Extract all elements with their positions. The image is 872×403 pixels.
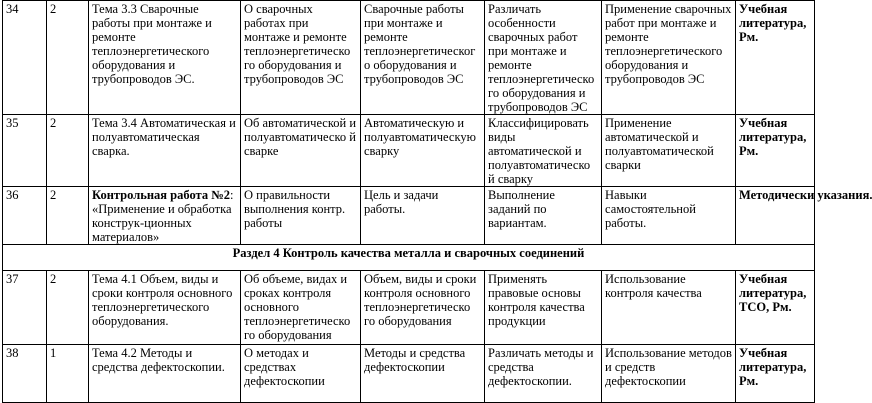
cell-know-about: О сварочных работах при монтаже и ремонте теплоэнергетическо го оборудования и трубопроводов ЭС [241, 1, 361, 115]
lesson-number: 35 [3, 115, 47, 187]
cell-application: Применение сварочных работ при монтаже и ремонте теплоэнергетического оборудования и трубопроводов ЭС [602, 1, 736, 115]
cell-application: Использование контроля качества [602, 271, 736, 345]
lesson-number: 34 [3, 1, 47, 115]
cell-know-about: О правильности выполнения контр. работы [241, 187, 361, 245]
section-title: Раздел 4 Контроль качества металла и сварочных соединений [3, 245, 815, 271]
cell-know-about: Об автоматической и полуавтоматическо й сварке [241, 115, 361, 187]
cell-skills: Классифицировать виды автоматической и полуавтоматическо й сварку [485, 115, 602, 187]
cell-literature: Учебная литература, Рм. [736, 115, 815, 187]
lesson-number: 36 [3, 187, 47, 245]
table-row [3, 271, 815, 345]
lesson-topic: Тема 3.3 Сварочные работы при монтаже и ремонте теплоэнергетического оборудования и трубопроводов ЭС. [89, 1, 241, 115]
lesson-hours: 2 [47, 187, 89, 245]
cell-application: Применение автоматической и полуавтоматической сварки [602, 115, 736, 187]
cell-literature: Методически указания. [736, 187, 815, 245]
cell-know: Сварочные работы при монтаже и ремонте теплоэнергетическог о оборудования и трубопроводов ЭС [361, 1, 485, 115]
cell-literature: Учебная литература, ТСО, Рм. [736, 271, 815, 345]
lesson-topic: Тема 4.1 Объем, виды и сроки контроля основного теплоэнергетического оборудования. [89, 271, 241, 345]
cell-application: Использование методов и средств дефектоскопии [602, 345, 736, 403]
cell-know: Объем, виды и сроки контроля основного теплоэнергетическо го оборудования [361, 271, 485, 345]
table-row [3, 187, 815, 245]
lesson-topic [89, 187, 241, 245]
control-work-description: : «Применение и обработка конструк-ционных материалов» [92, 188, 234, 244]
lesson-topic: Тема 4.2 Методы и средства дефектоскопии. [89, 345, 241, 403]
section-row [3, 245, 815, 271]
lesson-number: 37 [3, 271, 47, 345]
cell-know-about: Об объеме, видах и сроках контроля основного теплоэнергетическо го оборудования [241, 271, 361, 345]
cell-literature: Учебная литература, Рм. [736, 1, 815, 115]
cell-know: Автоматическую и полуавтоматическую сварку [361, 115, 485, 187]
cell-know: Методы и средства дефектоскопии [361, 345, 485, 403]
lesson-topic: Тема 3.4 Автоматическая и полуавтоматическая сварка. [89, 115, 241, 187]
lesson-hours: 1 [47, 345, 89, 403]
cell-application: Навыки самостоятельной работы. [602, 187, 736, 245]
lesson-hours: 2 [47, 1, 89, 115]
lesson-plan-table [2, 0, 872, 403]
cell-skills: Применять правовые основы контроля качества продукции [485, 271, 602, 345]
table-row [3, 345, 815, 403]
cell-know-about: О методах и средствах дефектоскопии [241, 345, 361, 403]
lesson-hours: 2 [47, 115, 89, 187]
table-row [3, 115, 815, 187]
table-row [3, 1, 815, 115]
cell-skills: Различать методы и средства дефектоскопии. [485, 345, 602, 403]
cell-skills: Различать особенности сварочных работ при монтаже и ремонте теплоэнергетическо го оборудования и трубопроводов ЭС [485, 1, 602, 115]
cell-know: Цель и задачи работы. [361, 187, 485, 245]
lesson-hours: 2 [47, 271, 89, 345]
control-work-title: Контрольная работа №2 [92, 188, 231, 202]
lesson-number: 38 [3, 345, 47, 403]
cell-skills: Выполнение заданий по вариантам. [485, 187, 602, 245]
cell-literature: Учебная литература, Рм. [736, 345, 815, 403]
